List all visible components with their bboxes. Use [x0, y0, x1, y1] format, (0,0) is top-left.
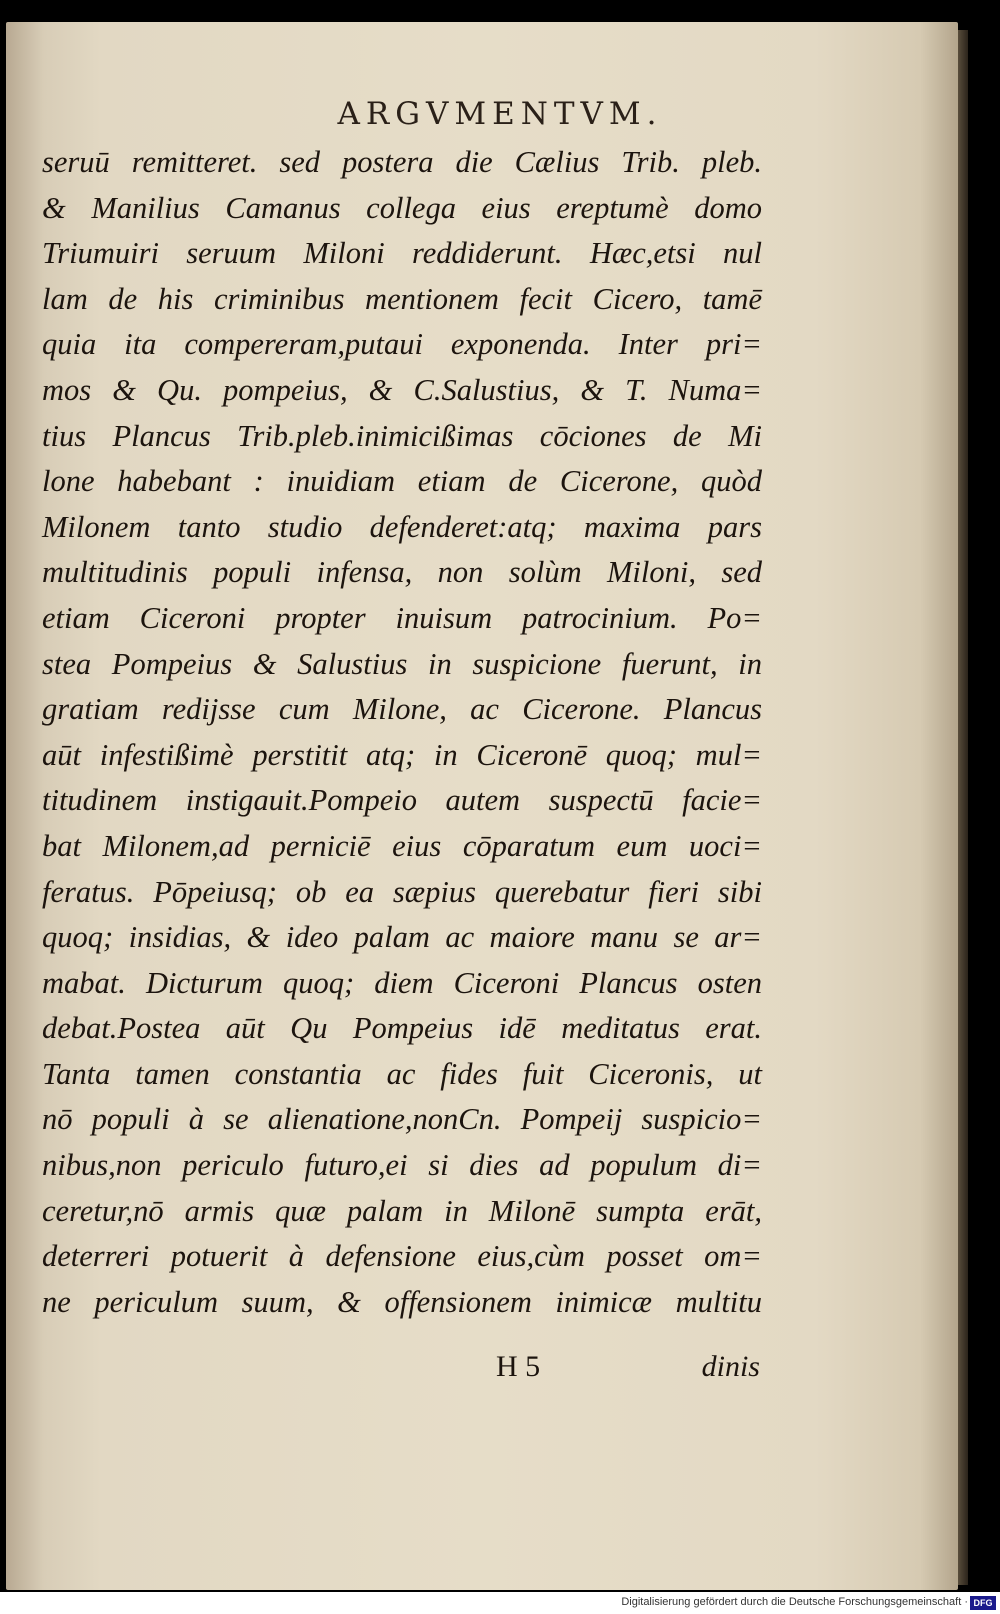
dfg-logo-icon: DFG — [970, 1596, 996, 1610]
text-line: Triumuiri seruum Miloni reddiderunt. Hæc,etsi nul — [42, 236, 762, 271]
text-line: debat.Postea aūt Qu Pompeius idē meditatus erat. — [42, 1011, 762, 1046]
text-line: seruū remitteret. sed postera die Cælius Trib. pleb. — [42, 145, 762, 179]
running-head: ARGVMENTVM. — [337, 96, 663, 132]
text-line: multitudinis populi infensa, non solùm Miloni, sed — [42, 555, 762, 590]
text-line: bat Milonem,ad perniciē eius cōparatum eum uoci= — [42, 828, 762, 863]
text-line: stea Pompeius & Salustius in suspicione fuerunt, in — [42, 646, 762, 681]
text-line: quoq; insidias, & ideo palam ac maiore manu se ar= — [42, 920, 762, 955]
text-line: titudinem instigauit.Pompeio autem suspectū facie= — [42, 783, 762, 818]
text-line: & Manilius Camanus collega eius ereptumè domo — [42, 190, 762, 225]
text-line: tius Plancus Trib.pleb.inimicißimas cōciones de Mi — [42, 418, 762, 453]
text-line: lone habebant : inuidiam etiam de Cicerone, quòd — [42, 464, 762, 499]
text-line: mabat. Dicturum quoq; diem Ciceroni Plancus osten — [42, 965, 762, 1000]
text-line: ceretur,nō armis quæ palam in Milonē sumpta erāt, — [42, 1193, 762, 1228]
text-line: feratus. Pōpeiusq; ob ea sæpius querebatur fieri sibi — [42, 874, 762, 909]
text-line: nō populi à se alienatione,nonCn. Pompeij suspicio= — [42, 1102, 762, 1137]
body-text — [42, 140, 762, 1325]
text-line: nibus,non periculo futuro,ei si dies ad populum di= — [42, 1148, 762, 1183]
text-line: aūt infestißimè perstitit atq; in Ciceronē quoq; mul= — [42, 737, 762, 772]
text-line: quia ita compereram,putaui exponenda. Inter pri= — [42, 327, 762, 362]
digitization-credit: Digitalisierung gefördert durch die Deutsche Forschungsgemeinschaft · — [621, 1596, 968, 1608]
text-line: ne periculum suum, & offensionem inimicæ multitu — [42, 1284, 762, 1319]
text-line: lam de his criminibus mentionem fecit Cicero, tamē — [42, 281, 762, 316]
text-line: gratiam redijsse cum Milone, ac Cicerone. Plancus — [42, 692, 762, 727]
text-line: Milonem tanto studio defenderet:atq; maxima pars — [42, 509, 762, 544]
text-line: deterreri potuerit à defensione eius,cùm posset om= — [42, 1239, 762, 1274]
text-line: Tanta tamen constantia ac fides fuit Ciceronis, ut — [42, 1056, 762, 1091]
page-footer — [490, 1350, 760, 1390]
catchword: dinis — [701, 1350, 760, 1383]
signature-mark: H 5 — [496, 1350, 541, 1383]
text-line: mos & Qu. pompeius, & C.Salustius, & T. Numa= — [42, 372, 762, 407]
text-line: etiam Ciceroni propter inuisum patrocinium. Po= — [42, 600, 762, 635]
